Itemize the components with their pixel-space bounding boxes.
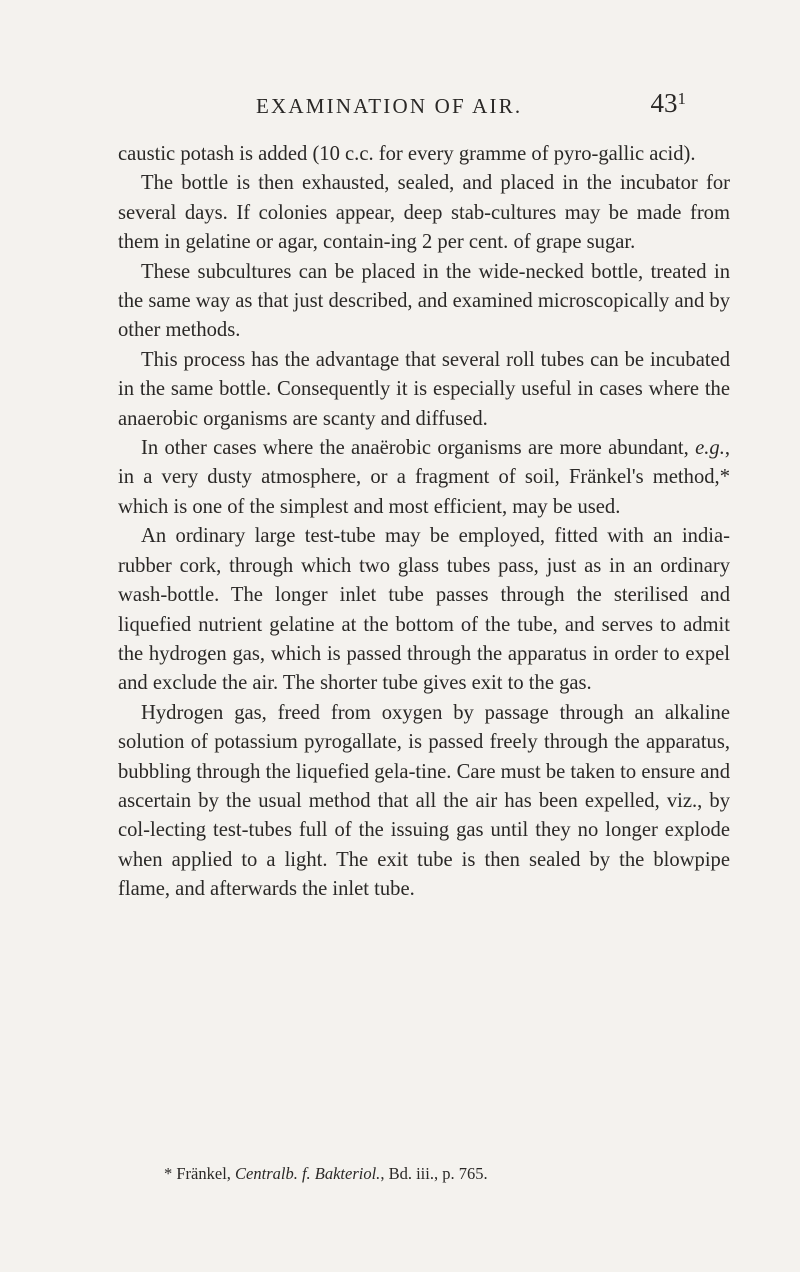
paragraph-5-after: , in a very dusty atmosphere, or a fragment of soil, Fränkel's method,* which is one of the simplest and most efficient, may be used.: [118, 437, 730, 518]
footnote: [164, 1162, 744, 1186]
paragraph-2: The bottle is then exhausted, sealed, and placed in the incubator for several days. If colonies appear, deep stab-cultures may be made from them in gelatine or agar, contain-ing 2 per cent. of grape sugar.: [118, 172, 730, 254]
page-number-main: 43: [650, 88, 678, 118]
running-head: EXAMINATION OF AIR.: [256, 94, 523, 118]
paragraph-5: [118, 434, 730, 522]
footnote-author: * Fränkel,: [164, 1164, 236, 1183]
page-number: [651, 88, 687, 119]
paragraph-6: An ordinary large test-tube may be employed, fitted with an india-rubber cork, through which two glass tubes pass, just as in an ordinary wash-bottle. The longer inlet tube passes through the sterilised and liquefied nutrient gelatine at the bottom of the tube, and serves to admit the hydrogen gas, which is passed through the apparatus in order to expel and exclude the air. The shorter tube gives exit to the gas.: [118, 525, 730, 695]
footnote-journal: Centralb. f. Bakteriol.: [235, 1164, 381, 1183]
body-text: [118, 140, 730, 905]
page-header: [256, 88, 686, 122]
paragraph-1: caustic potash is added (10 c.c. for every gramme of pyro-gallic acid).: [118, 143, 696, 165]
footnote-reference: , Bd. iii., p. 765.: [380, 1164, 488, 1183]
paragraph-7: Hydrogen gas, freed from oxygen by passage through an alkaline solution of potassium pyrogallate, is passed freely through the apparatus, bubbling through the liquefied gela-tine. Care must be taken to ensure and ascertain by the usual method that all the air has been expelled, viz., by col-lecting test-tubes full of the issuing gas until they no longer explode when applied to a light. The exit tube is then sealed by the blowpipe flame, and afterwards the inlet tube.: [118, 701, 730, 901]
paragraph-5-before: In other cases where the anaërobic organisms are more abundant,: [141, 437, 696, 460]
paragraph-3: These subcultures can be placed in the wide-necked bottle, treated in the same way as that just described, and examined microscopically and by other methods.: [118, 260, 730, 342]
paragraph-4: This process has the advantage that several roll tubes can be incubated in the same bottle. Consequently it is especially useful in cases where the anaerobic organisms are scanty and diffused.: [118, 348, 730, 430]
paragraph-5-emphasis: e.g.: [695, 437, 725, 460]
page-number-superscript: 1: [677, 89, 686, 108]
